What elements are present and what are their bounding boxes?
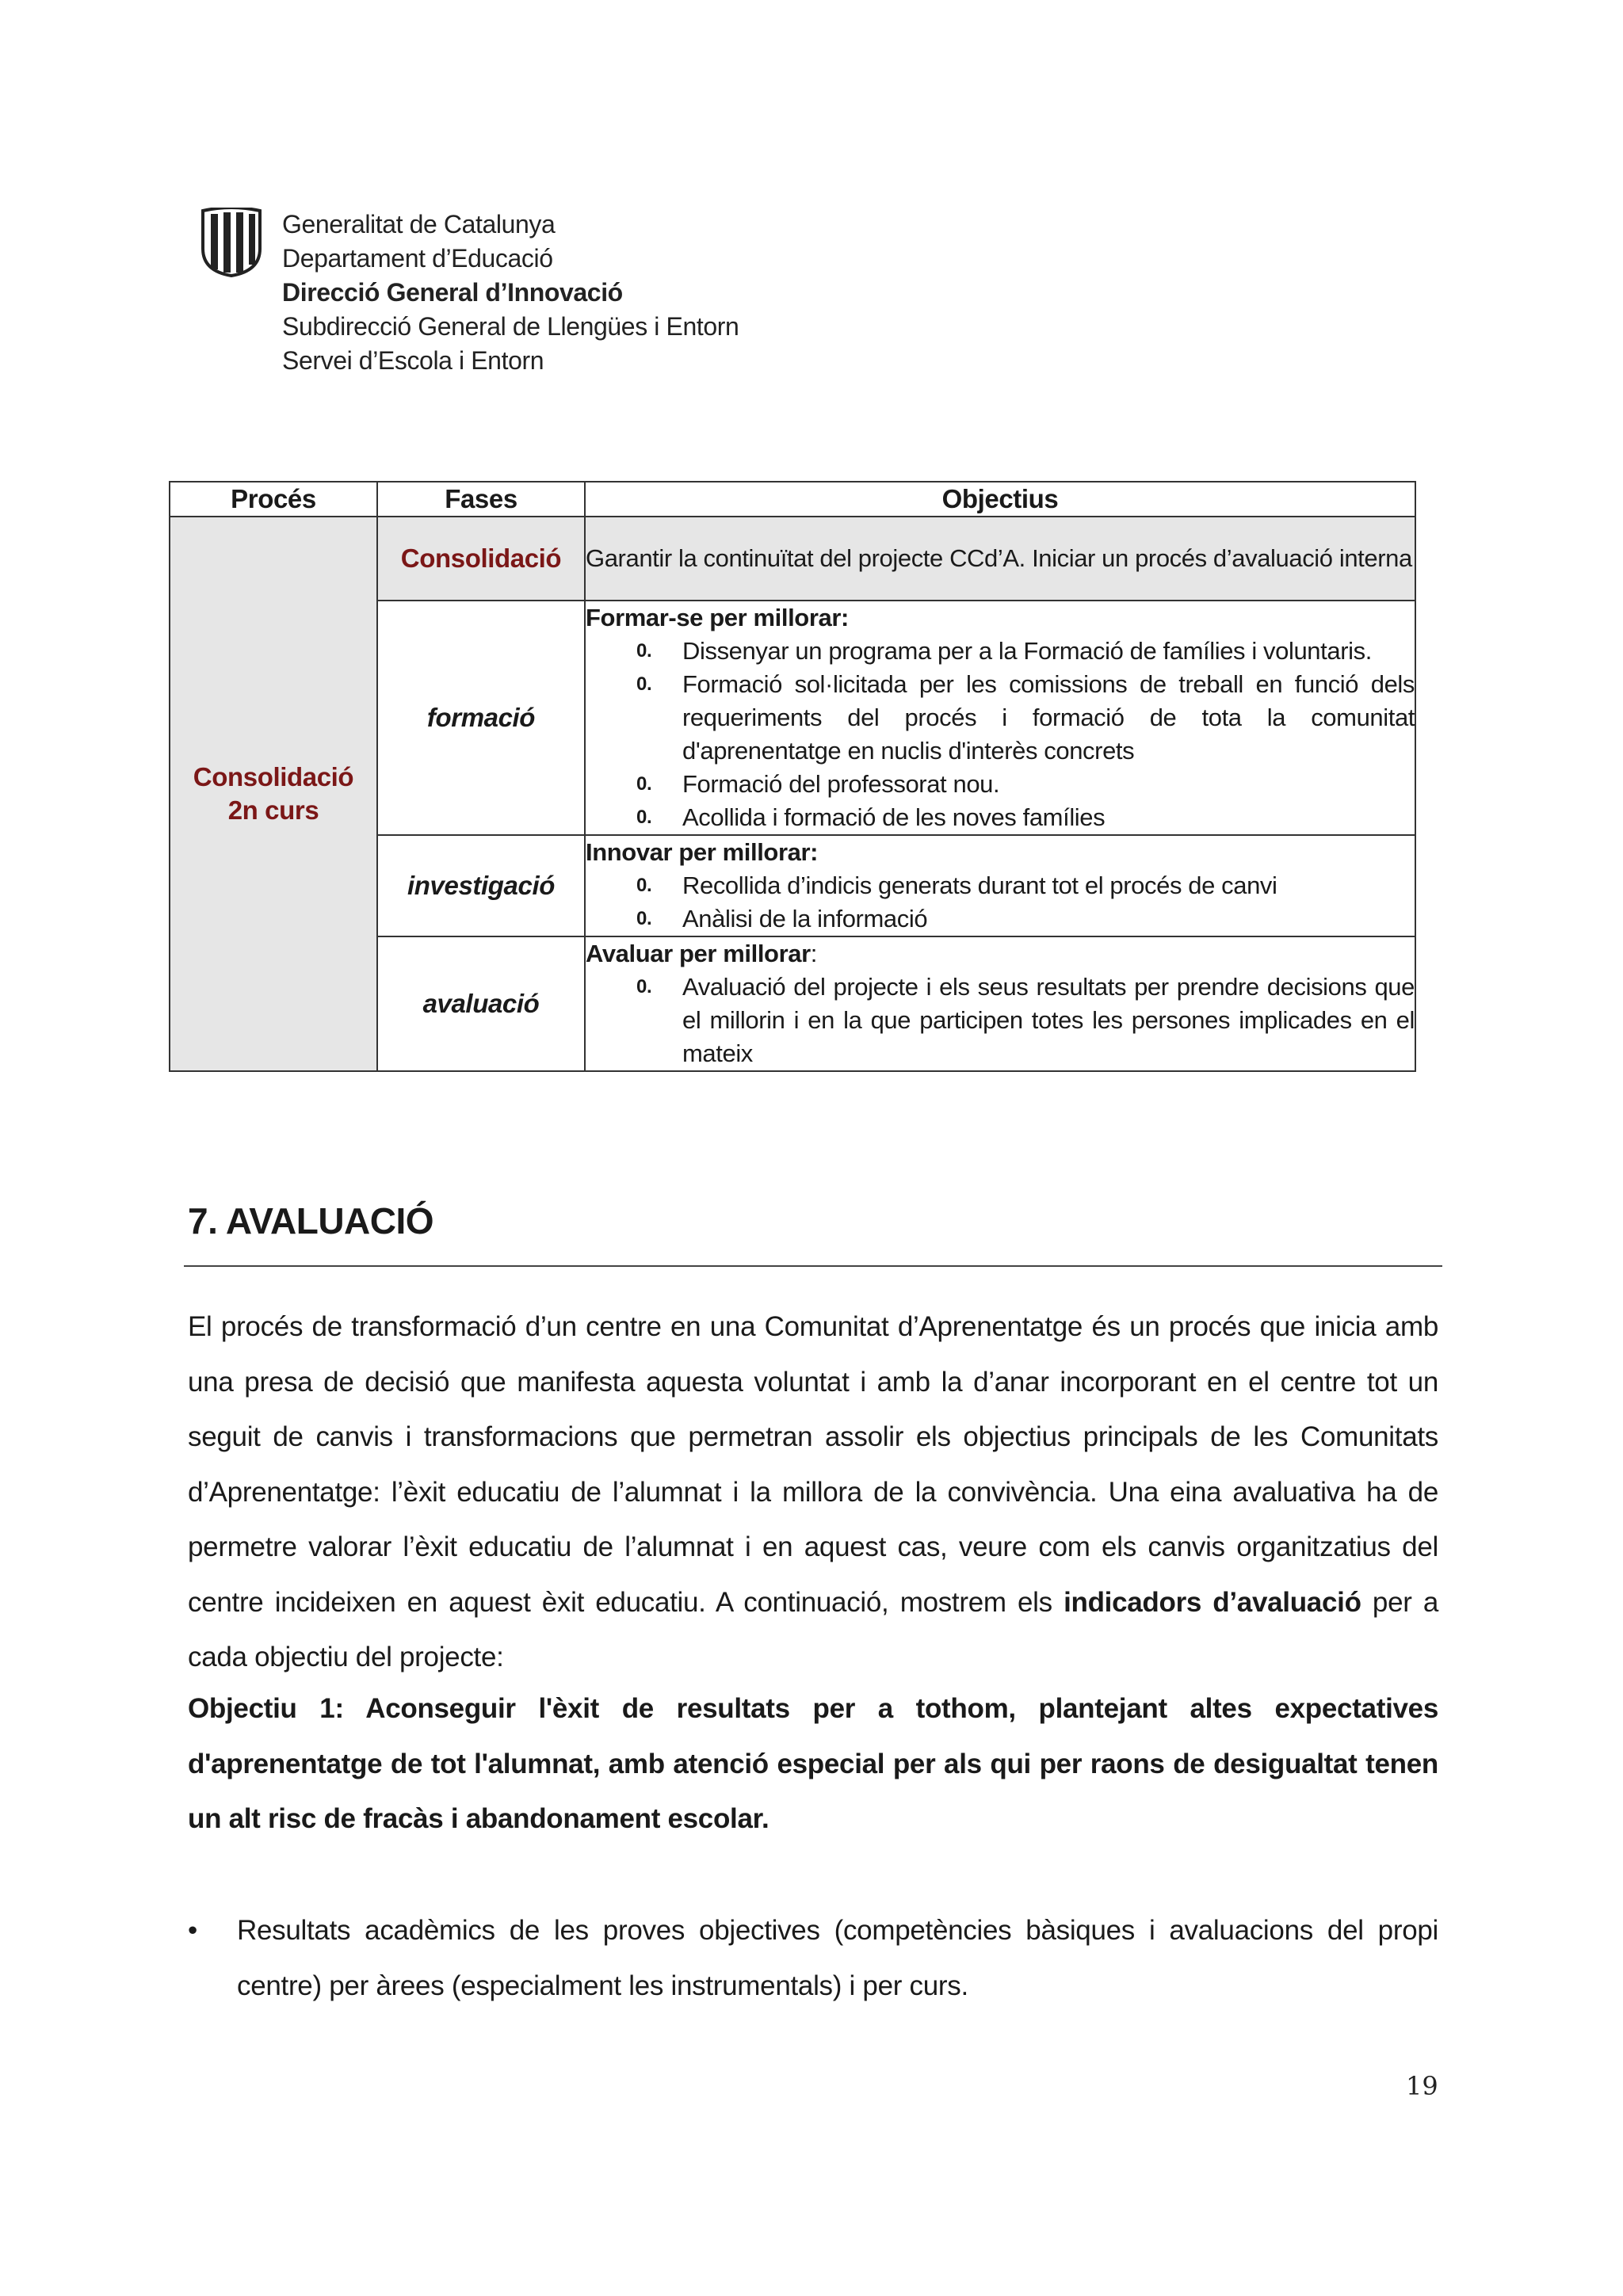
item-number: 0.	[636, 640, 652, 662]
phase-label: avaluació	[422, 989, 540, 1018]
phase-cell	[377, 517, 585, 601]
page-number: 19	[1406, 2071, 1438, 2101]
table-header-row	[170, 482, 1415, 517]
phase-label: investigació	[407, 871, 555, 900]
bullet-item	[188, 1903, 1438, 2013]
item-number: 0.	[636, 976, 652, 997]
objective-cell	[585, 601, 1415, 835]
catalan-coat-of-arms-icon	[200, 208, 263, 277]
paragraph-text: El procés de transformació d’un centre en una Comunitat d’Aprenentatge és un procés que inicia amb una presa de decisió que manifesta aquesta voluntat i amb la d’anar incorporant en el centre tot un seguit de canvis i transformacions que permetran assolir els objectius principals de les Comunitats d’Aprenentatge: l’èxit educatiu de l’alumnat i la millora de la convivència. Una eina avaluativa ha de permetre valorar l’èxit educatiu de l’alumnat i en aquest cas, veure com els canvis organitzatius del centre incideixen en aquest èxit educatiu. A continuació, mostrem els	[188, 1311, 1438, 1618]
intro-paragraph	[188, 1299, 1438, 1685]
objective-cell	[585, 517, 1415, 601]
objective-heading: Formar-se per millorar:	[586, 604, 849, 631]
item-text: Anàlisi de la informació	[682, 905, 928, 933]
list-item	[586, 869, 1415, 902]
item-text: Avaluació del projecte i els seus resultats per prendre decisions que el millorin i en la que participen totes les persones implicades en el mateix	[682, 973, 1415, 1067]
objective-heading-suffix: :	[810, 940, 817, 967]
letterhead-line: Servei d’Escola i Entorn	[282, 346, 544, 375]
phase-label: Consolidació	[400, 543, 562, 573]
section-title: 7. AVALUACIÓ	[188, 1200, 434, 1241]
paragraph-text-end: per a cada objectiu del projecte:	[188, 1586, 1439, 1672]
letterhead-line: Direcció General d’Innovació	[282, 278, 623, 307]
item-text: Dissenyar un programa per a la Formació de famílies i voluntaris.	[682, 637, 1372, 665]
bullet-icon: •	[188, 1915, 197, 1946]
list-item	[586, 971, 1415, 1070]
process-cell	[170, 517, 377, 1071]
item-text: Formació del professorat nou.	[682, 770, 1000, 798]
item-number: 0.	[636, 773, 652, 795]
objective-cell	[585, 835, 1415, 936]
list-item	[586, 801, 1415, 834]
objective-text: Garantir la continuïtat del projecte CCd’A. Iniciar un procés d’avaluació interna	[586, 544, 1412, 572]
objective-heading: Innovar per millorar:	[586, 838, 819, 866]
list-item	[586, 668, 1415, 768]
section-divider	[184, 1265, 1442, 1267]
letterhead-line: Generalitat de Catalunya	[282, 210, 556, 238]
header-objectius: Objectius	[585, 482, 1415, 517]
phase-cell	[377, 601, 585, 835]
item-text: Recollida d’indicis generats durant tot el procés de canvi	[682, 871, 1277, 899]
header-fases: Fases	[377, 482, 585, 517]
objective-1-heading: Objectiu 1: Aconseguir l'èxit de resultats per a tothom, plantejant altes expectatives d'aprenentatge de tot l'alumnat, amb atenció especial per als qui per raons de desigualtat tenen un alt risc de fracàs i abandonament escolar.	[188, 1693, 1438, 1834]
objective-list	[586, 635, 1415, 834]
bullet-text: Resultats acadèmics de les proves objectives (competències bàsiques i avaluacions del propi centre) per àrees (especialment les instrumentals) i per curs.	[237, 1915, 1438, 2001]
list-item	[586, 635, 1415, 668]
item-number: 0.	[636, 807, 652, 828]
objective-cell	[585, 936, 1415, 1071]
process-label-line1: Consolidació	[193, 762, 354, 791]
objective-list	[586, 971, 1415, 1070]
header-proces: Procés	[170, 482, 377, 517]
objective-list	[586, 869, 1415, 936]
letterhead-text	[282, 208, 916, 378]
letterhead-line: Departament d’Educació	[282, 244, 553, 273]
phase-label: formació	[426, 703, 536, 732]
item-number: 0.	[636, 875, 652, 896]
phase-cell	[377, 835, 585, 936]
list-item	[586, 768, 1415, 801]
list-item	[586, 902, 1415, 936]
table-row	[170, 517, 1415, 601]
item-text: Acollida i formació de les noves famílies	[682, 803, 1106, 831]
objective-heading-line	[586, 937, 1415, 971]
objective-heading: Avaluar per millorar	[586, 940, 811, 967]
phase-cell	[377, 936, 585, 1071]
item-text: Formació sol·licitada per les comissions de treball en funció dels requeriments del procés i formació de tota la comunitat d'aprenentatge en nuclis d'interès concrets	[682, 670, 1415, 765]
item-number: 0.	[636, 673, 652, 695]
letterhead-line: Subdirecció General de Llengües i Entorn	[282, 312, 739, 341]
item-number: 0.	[636, 908, 652, 929]
process-table	[169, 481, 1416, 1072]
process-label-line2: 2n curs	[227, 795, 319, 825]
paragraph-bold-text: indicadors d’avaluació	[1064, 1586, 1361, 1618]
